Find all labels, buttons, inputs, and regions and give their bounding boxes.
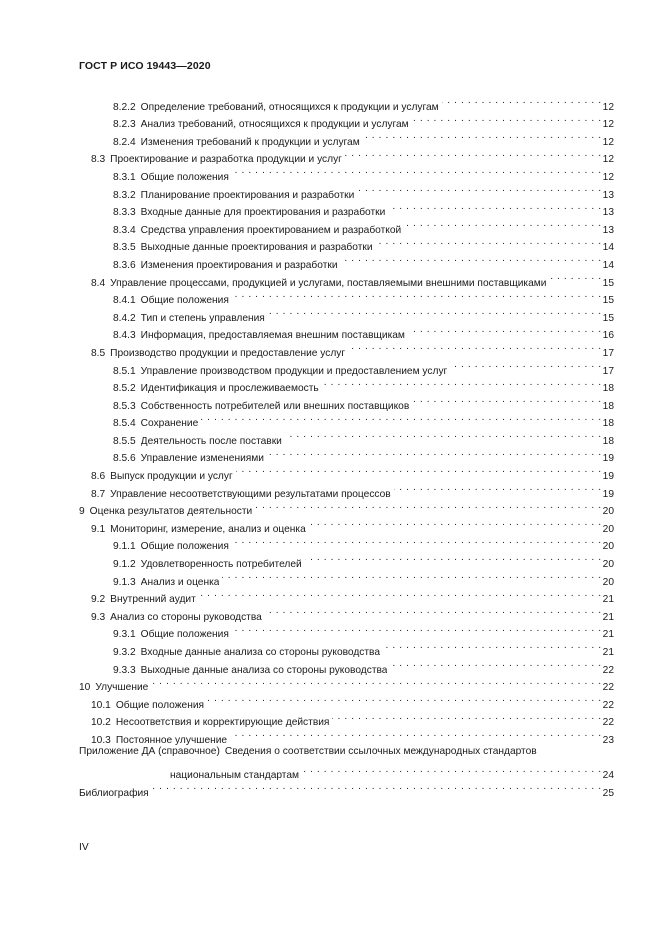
toc-entry-number: 8.3.4 bbox=[113, 224, 136, 236]
toc-entry-page: 18 bbox=[602, 400, 614, 412]
toc-dot-leader bbox=[383, 637, 602, 655]
toc-entry-number: 8.3.3 bbox=[113, 207, 136, 219]
toc-entry-page: 20 bbox=[602, 559, 614, 571]
toc-entry-page: 18 bbox=[602, 418, 614, 430]
toc-entry-title: Управление процессами, продукцией и услугами, поставляемыми внешними поставщиками bbox=[110, 277, 547, 289]
toc-entry-page: 22 bbox=[602, 717, 614, 729]
toc-entry-title: Общие положения bbox=[140, 171, 229, 183]
toc-entry-page: 18 bbox=[602, 435, 614, 447]
toc-entry-number: 9.1.1 bbox=[113, 541, 136, 553]
toc-entry-number: 8.3.2 bbox=[113, 189, 136, 201]
toc-entry-title: Управление изменениями bbox=[140, 453, 264, 465]
toc-entry-number: 9.1.3 bbox=[113, 576, 136, 588]
toc-entry-page: 21 bbox=[602, 611, 614, 623]
toc-entry-page: 21 bbox=[602, 647, 614, 658]
toc-entry-title: Оценка результатов деятельности bbox=[89, 506, 253, 518]
toc-entry-page: 12 bbox=[602, 171, 614, 183]
toc-dot-leader bbox=[345, 145, 602, 163]
toc-dot-leader bbox=[309, 514, 602, 532]
toc-entry-title: Планирование проектирования и разработки bbox=[140, 189, 355, 201]
toc-entry-number: 8.5.6 bbox=[113, 453, 136, 465]
toc-entry-page: 20 bbox=[602, 523, 614, 535]
toc-entry-title: Деятельность после поставки bbox=[140, 435, 282, 447]
toc-entry-title: Входные данные для проектирования и разработки bbox=[140, 207, 386, 219]
toc-entry-title: Мониторинг, измерение, анализ и оценка bbox=[110, 523, 306, 535]
toc-dot-leader bbox=[348, 338, 602, 356]
toc-entry-page: 21 bbox=[602, 594, 614, 606]
toc-entry-page: 21 bbox=[602, 629, 614, 641]
toc-dot-leader bbox=[357, 180, 601, 198]
toc-dot-leader bbox=[302, 761, 602, 779]
toc-entry-page: 15 bbox=[602, 312, 614, 324]
toc-entry-title: Изменения требований к продукции и услугам bbox=[140, 136, 360, 148]
toc-dot-leader bbox=[255, 497, 601, 515]
toc-annex-page: 24 bbox=[602, 770, 614, 782]
toc-entry-title: Общие положения bbox=[140, 541, 229, 553]
toc-entry-title: Выпуск продукции и услуг bbox=[110, 471, 233, 483]
toc-entry-title: Выходные данные анализа со стороны руководства bbox=[140, 664, 388, 676]
toc-entry-number: 10 bbox=[79, 682, 91, 694]
toc-dot-leader bbox=[152, 778, 602, 796]
toc-entry-page: 19 bbox=[602, 453, 614, 465]
toc-entry-title: Управление производством продукции и предоставлением услуг bbox=[140, 365, 448, 377]
toc-entry-page: 15 bbox=[602, 295, 614, 307]
toc-entry-page: 18 bbox=[602, 383, 614, 395]
toc-entry-page: 19 bbox=[602, 471, 614, 483]
toc-entry-number: 10.2 bbox=[91, 717, 111, 729]
toc-entry-number: 8.5 bbox=[91, 347, 106, 359]
toc-entry-title: Анализ требований, относящихся к продукции и услугам bbox=[140, 119, 409, 131]
toc-entry-number: 8.2.4 bbox=[113, 136, 136, 148]
toc-entry-title: Несоответствия и корректирующие действия bbox=[115, 717, 330, 729]
toc-entry-title: Сохранение bbox=[140, 418, 199, 430]
toc-dot-leader bbox=[232, 620, 602, 638]
toc-dot-leader bbox=[265, 602, 602, 620]
toc-dot-leader bbox=[236, 461, 602, 479]
toc-entry-number: 8.2.3 bbox=[113, 119, 136, 131]
toc-dot-leader bbox=[201, 409, 601, 427]
toc-dot-leader bbox=[232, 162, 602, 180]
table-of-contents bbox=[79, 92, 614, 799]
toc-entry-number: 8.6 bbox=[91, 471, 106, 483]
toc-entry-number: 9.3 bbox=[91, 611, 106, 623]
toc-entry-title: Общие положения bbox=[140, 629, 229, 641]
toc-entry-page: 23 bbox=[602, 734, 614, 746]
toc-entry-number: 8.3 bbox=[91, 154, 106, 166]
toc-entry-number: 8.4.3 bbox=[113, 330, 136, 342]
toc-entry-title: Определение требований, относящихся к продукции и услугам bbox=[140, 101, 439, 113]
toc-entry-title: Производство продукции и предоставление услуг bbox=[110, 347, 346, 359]
toc-entry-page: 13 bbox=[602, 224, 614, 236]
toc-dot-leader bbox=[394, 479, 602, 497]
toc-dot-leader bbox=[404, 215, 601, 233]
toc-dot-leader bbox=[341, 250, 602, 268]
toc-entry-page: 17 bbox=[602, 365, 614, 377]
toc-entry-page: 22 bbox=[602, 664, 614, 676]
toc-dot-leader bbox=[222, 567, 601, 585]
toc-entry-title: Постоянное улучшение bbox=[115, 734, 228, 746]
toc-entry-number: 8.3.5 bbox=[113, 242, 136, 254]
toc-dot-leader bbox=[332, 708, 601, 726]
toc-annex-title: Сведения о соответствии ссылочных международных стандартов bbox=[224, 745, 537, 757]
toc-annex-entry[interactable] bbox=[79, 743, 614, 761]
toc-entry-title: Изменения проектирования и разработки bbox=[140, 259, 338, 271]
toc-entry-page: 12 bbox=[602, 101, 614, 113]
toc-entry-number: 8.4 bbox=[91, 277, 106, 289]
toc-entry-number: 9.3.3 bbox=[113, 664, 136, 676]
toc-dot-leader bbox=[305, 549, 602, 567]
toc-entry[interactable] bbox=[79, 92, 614, 113]
toc-entry-title: Средства управления проектированием и разработкой bbox=[140, 224, 402, 236]
toc-entry-page: 12 bbox=[602, 154, 614, 166]
toc-entry-page: 14 bbox=[602, 259, 614, 271]
toc-entry-number: 8.5.5 bbox=[113, 435, 136, 447]
toc-dot-leader bbox=[267, 444, 602, 462]
toc-entry-title: Проектирование и разработка продукции и услуг bbox=[110, 154, 342, 166]
toc-entry-page: 22 bbox=[602, 682, 614, 694]
toc-dot-leader bbox=[390, 655, 601, 673]
toc-entry-number: 8.5.4 bbox=[113, 418, 136, 430]
toc-entry-title: Внутренний аудит bbox=[110, 594, 196, 606]
toc-entry-title: Общие положения bbox=[115, 699, 205, 711]
toc-entry-page: 19 bbox=[602, 488, 614, 500]
toc-entry-number: 8.3.1 bbox=[113, 171, 136, 183]
toc-entry-number: 10.1 bbox=[91, 699, 111, 711]
toc-entry-number: 9.2 bbox=[91, 594, 106, 606]
toc-entry-number: 9.1.2 bbox=[113, 559, 136, 571]
toc-entry-page: 22 bbox=[602, 699, 614, 711]
toc-entry-number: 8.5.1 bbox=[113, 365, 136, 377]
toc-entry-number: 10.3 bbox=[91, 734, 111, 746]
toc-entry-page: 20 bbox=[602, 506, 614, 518]
toc-entry-number: 9.3.2 bbox=[113, 647, 136, 658]
toc-entry-title: Идентификация и прослеживаемость bbox=[140, 383, 319, 395]
toc-dot-leader bbox=[151, 673, 601, 691]
toc-entry-title: Удовлетворенность потребителей bbox=[140, 559, 302, 571]
toc-entry-number: 8.7 bbox=[91, 488, 106, 500]
toc-entry-number: 8.5.2 bbox=[113, 383, 136, 395]
toc-entry-title: Входные данные анализа со стороны руководства bbox=[140, 647, 381, 658]
toc-dot-leader bbox=[322, 374, 602, 392]
toc-entry-page: 15 bbox=[602, 277, 614, 289]
toc-dot-leader bbox=[412, 110, 602, 128]
toc-entry-title: Общие положения bbox=[140, 295, 229, 307]
toc-entry-number: 8.5.3 bbox=[113, 400, 136, 412]
toc-dot-leader bbox=[230, 725, 602, 743]
toc-annex-label: Приложение ДА (справочное) bbox=[79, 745, 220, 757]
toc-entry-number: 8.3.6 bbox=[113, 259, 136, 271]
toc-dot-leader bbox=[268, 303, 602, 321]
toc-entry[interactable] bbox=[79, 690, 614, 711]
toc-entry-number: 8.4.2 bbox=[113, 312, 136, 324]
toc-dot-leader bbox=[408, 321, 602, 339]
toc-bibliography-entry[interactable] bbox=[79, 778, 614, 799]
page-number: IV bbox=[79, 842, 89, 853]
document-header: ГОСТ Р ИСО 19443—2020 bbox=[79, 60, 211, 72]
toc-dot-leader bbox=[285, 426, 602, 444]
toc-entry-title: Тип и степень управления bbox=[140, 312, 265, 324]
toc-dot-leader bbox=[232, 286, 602, 304]
toc-annex-entry-continued[interactable] bbox=[79, 761, 614, 782]
toc-entry-title: Анализ со стороны руководства bbox=[110, 611, 262, 623]
toc-entry-title: Выходные данные проектирования и разработки bbox=[140, 242, 373, 254]
toc-dot-leader bbox=[199, 585, 602, 603]
toc-entry-page: 12 bbox=[602, 136, 614, 148]
toc-dot-leader bbox=[207, 690, 602, 708]
toc-dot-leader bbox=[363, 127, 602, 145]
toc-dot-leader bbox=[450, 356, 601, 374]
toc-entry-page: 20 bbox=[602, 576, 614, 588]
toc-entry-title: Управление несоответствующими результатами процессов bbox=[110, 488, 391, 500]
toc-entry-page: 20 bbox=[602, 541, 614, 553]
toc-entry-number: 9.1 bbox=[91, 523, 106, 535]
toc-entry-number: 8.4.1 bbox=[113, 295, 136, 307]
toc-entry[interactable] bbox=[79, 673, 614, 694]
toc-annex-title-continued: национальным стандартам bbox=[170, 770, 300, 782]
toc-entry-page: 13 bbox=[602, 207, 614, 219]
toc-dot-leader bbox=[442, 92, 602, 110]
toc-bibliography-title: Библиография bbox=[79, 787, 149, 799]
toc-entry-title: Собственность потребителей или внешних поставщиков bbox=[140, 400, 410, 412]
toc-entry-page: 12 bbox=[602, 119, 614, 131]
toc-entry-number: 8.2.2 bbox=[113, 101, 136, 113]
toc-dot-leader bbox=[376, 233, 602, 251]
toc-entry-number: 9.3.1 bbox=[113, 629, 136, 641]
toc-entry-title: Улучшение bbox=[95, 682, 149, 694]
toc-entry-number: 9 bbox=[79, 506, 85, 518]
toc-entry-page: 17 bbox=[602, 347, 614, 359]
toc-dot-leader bbox=[388, 198, 601, 216]
toc-dot-leader bbox=[232, 532, 602, 550]
toc-entry-page: 14 bbox=[602, 242, 614, 254]
toc-dot-leader bbox=[549, 268, 601, 286]
toc-entry-page: 13 bbox=[602, 189, 614, 201]
toc-entry-title: Анализ и оценка bbox=[140, 576, 220, 588]
toc-bibliography-page: 25 bbox=[602, 787, 614, 799]
toc-dot-leader bbox=[412, 391, 601, 409]
toc-entry-title: Информация, предоставляемая внешним поставщикам bbox=[140, 330, 405, 342]
toc-entry-page: 16 bbox=[602, 330, 614, 342]
